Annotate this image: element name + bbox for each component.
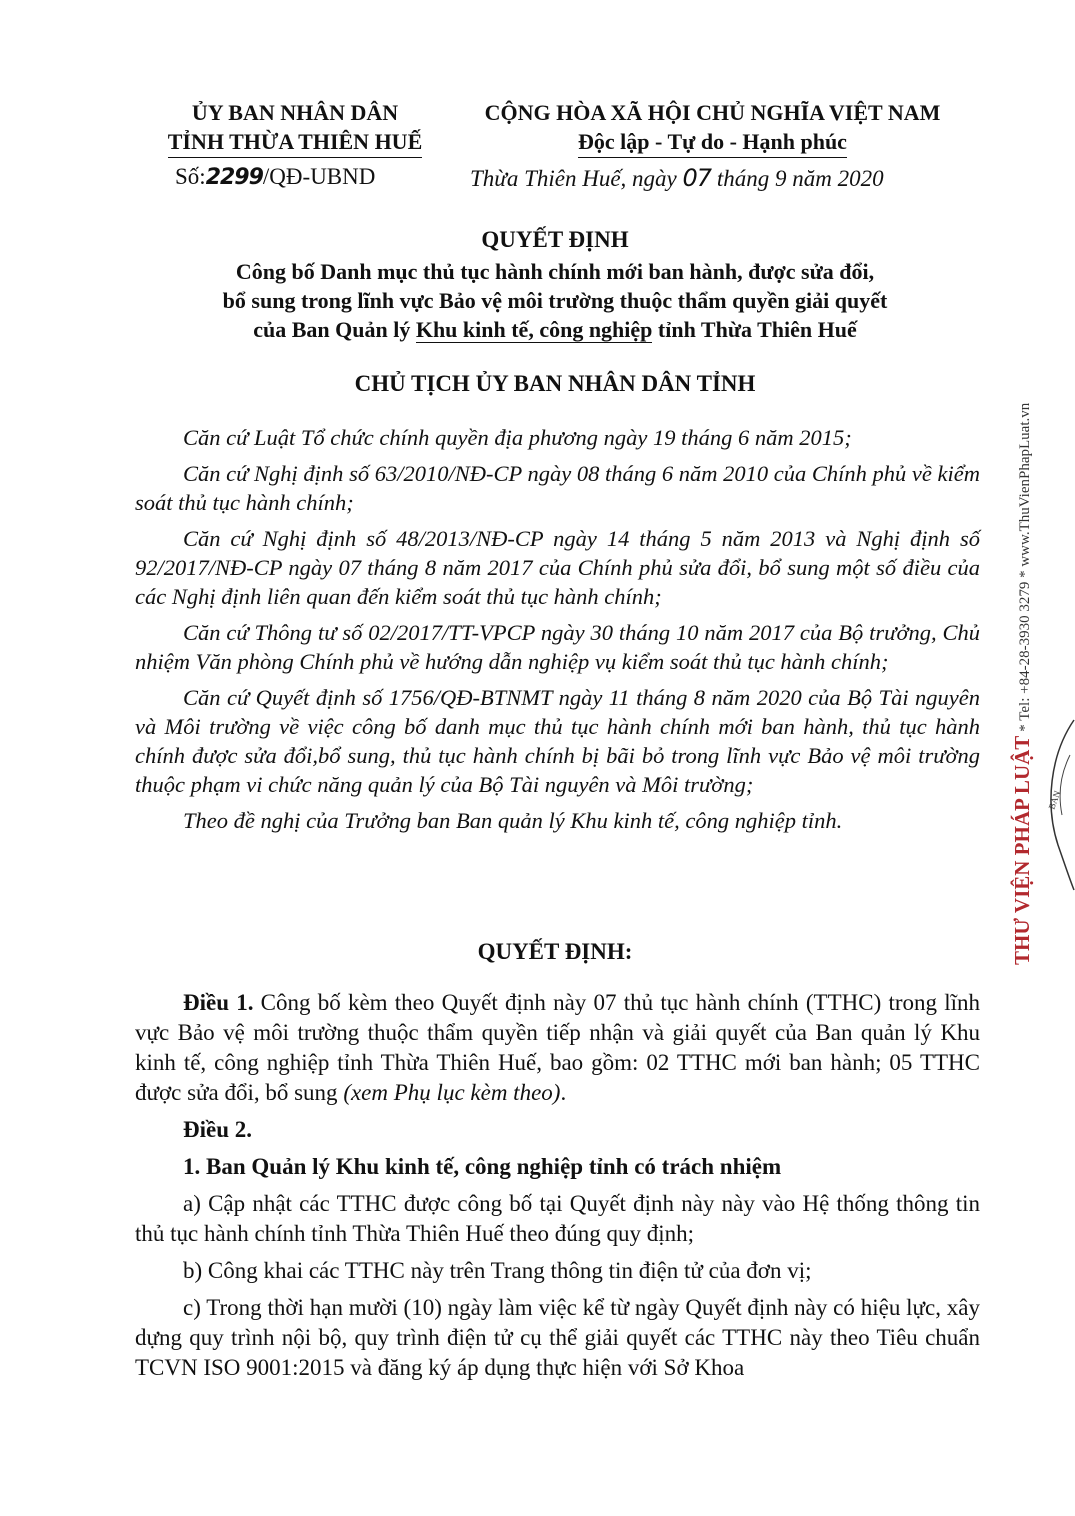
subject-line-1: Công bố Danh mục thủ tục hành chính mới ban hành, được sửa đổi,	[235, 259, 875, 284]
number-prefix: Số:	[175, 164, 206, 189]
org-line-1: ỦY BAN NHÂN DÂN	[191, 100, 399, 125]
preamble-clause: Căn cứ Nghị định số 48/2013/NĐ-CP ngày 14 tháng 5 năm 2013 và Nghị định số 92/2017/NĐ-CP ngày 07 tháng 8 năm 2017 của Chính phủ sửa đổi, bổ sung một số điều của các Nghị định liên quan đến kiểm soát thủ tục hành chính;	[135, 526, 980, 609]
decision-heading: QUYẾT ĐỊNH:	[477, 939, 633, 964]
preamble-clause: Căn cứ Quyết định số 1756/QĐ-BTNMT ngày 11 tháng 8 năm 2020 của Bộ Tài nguyên và Môi trường về việc công bố danh mục thủ tục hành chính mới ban hành, thủ tục hành chính được sửa đổi,bổ sung, thủ tục hành chính bị bãi bỏ trong lĩnh vực Bảo vệ môi trường thuộc phạm vi chức năng quản lý của Bộ Tài nguyên và Môi trường;	[135, 685, 980, 797]
articles	[135, 988, 980, 1383]
preamble-clause: Căn cứ Luật Tổ chức chính quyền địa phương ngày 19 tháng 6 năm 2015;	[183, 425, 852, 450]
issue-date	[470, 164, 884, 192]
date-prefix: Thừa Thiên Huế, ngày	[470, 166, 677, 191]
subject-line-3c: tỉnh Thừa Thiên Huế	[652, 317, 857, 342]
article-2-section-1: 1. Ban Quản lý Khu kinh tế, công nghiệp tỉnh có trách nhiệm	[183, 1154, 782, 1179]
national-motto	[455, 98, 970, 158]
article-1	[135, 988, 980, 1108]
date-day: 07	[682, 164, 712, 192]
subject-line-3b: Khu kinh tế, công nghiệp	[415, 317, 653, 342]
article-2-label: Điều 2.	[183, 1117, 252, 1142]
preamble	[135, 423, 980, 835]
subject-line-3	[130, 315, 980, 344]
article-1-end: .	[560, 1080, 567, 1105]
preamble-clause: Căn cứ Thông tư số 02/2017/TT-VPCP ngày 30 tháng 10 năm 2017 của Bộ trưởng, Chủ nhiệm Văn phòng Chính phủ về hướng dẫn nghiệp vụ kiểm soát thủ tục hành chính;	[135, 620, 980, 674]
date-year: năm 2020	[792, 166, 884, 191]
article-1-label: Điều 1.	[183, 990, 254, 1015]
subject-line-3a: của Ban Quản lý	[253, 317, 416, 342]
seal-stamp-fragment	[1040, 715, 1075, 965]
handwritten-number: 2299	[205, 165, 263, 190]
watermark-contact: * Tel: +84-28-3930 3279 * www.ThuVienPhapLuat.vn	[1017, 402, 1033, 732]
article-2-item-a: a) Cập nhật các TTHC được công bố tại Quyết định này này vào Hệ thống thông tin thủ tục hành chính tỉnh Thừa Thiên Huế theo đúng quy định;	[135, 1191, 980, 1246]
issuing-title: CHỦ TỊCH ỦY BAN NHÂN DÂN TỈNH	[354, 371, 756, 396]
seal-text: BAN	[1046, 789, 1063, 811]
article-1-text: Công bố kèm theo Quyết định này 07 thủ tục hành chính (TTHC) trong lĩnh vực Bảo vệ môi trường thuộc thẩm quyền tiếp nhận và giải quyết của Ban quản lý Khu kinh tế, công nghiệp tỉnh Thừa Thiên Huế, bao gồm: 02 TTHC mới ban hành; 05 TTHC được sửa đổi, bổ sung	[135, 990, 981, 1105]
article-2-item-c: c) Trong thời hạn mười (10) ngày làm việc kể từ ngày Quyết định này có hiệu lực, xây dựng quy trình nội bộ, quy trình điện tử cụ thể giải quyết các TTHC này theo Tiêu chuẩn TCVN ISO 9001:2015 và đăng ký áp dụng thực hiện với Sở Khoa	[135, 1295, 980, 1380]
date-month-label: tháng	[716, 166, 770, 191]
date-month: 9	[774, 166, 787, 191]
nation-line-1: CỘNG HÒA XÃ HỘI CHỦ NGHĨA VIỆT NAM	[484, 100, 941, 125]
org-line-2: TỈNH THỪA THIÊN HUẾ	[168, 127, 423, 158]
nation-line-2: Độc lập - Tự do - Hạnh phúc	[578, 127, 847, 158]
issuing-authority	[130, 98, 460, 158]
preamble-clause: Căn cứ Nghị định số 63/2010/NĐ-CP ngày 08 tháng 6 năm 2010 của Chính phủ về kiểm soát thủ tục hành chính;	[135, 461, 980, 515]
document-title: QUYẾT ĐỊNH	[481, 227, 629, 252]
subject-line-2: bổ sung trong lĩnh vực Bảo vệ môi trường thuộc thẩm quyền giải quyết	[222, 288, 888, 313]
watermark-brand: THƯ VIỆN PHÁP LUẬT	[1010, 735, 1034, 965]
seal-inner-arc	[1060, 755, 1070, 815]
document-number	[175, 164, 375, 190]
preamble-clause: Theo đề nghị của Trưởng ban Ban quản lý Khu kinh tế, công nghiệp tỉnh.	[183, 808, 843, 833]
article-1-appendix-note: (xem Phụ lục kèm theo)	[343, 1080, 561, 1105]
number-suffix: /QĐ-UBND	[262, 164, 376, 189]
watermark	[1010, 403, 1035, 965]
document-subject	[130, 257, 980, 344]
article-2-item-b: b) Công khai các TTHC này trên Trang thông tin điện tử của đơn vị;	[183, 1258, 812, 1283]
